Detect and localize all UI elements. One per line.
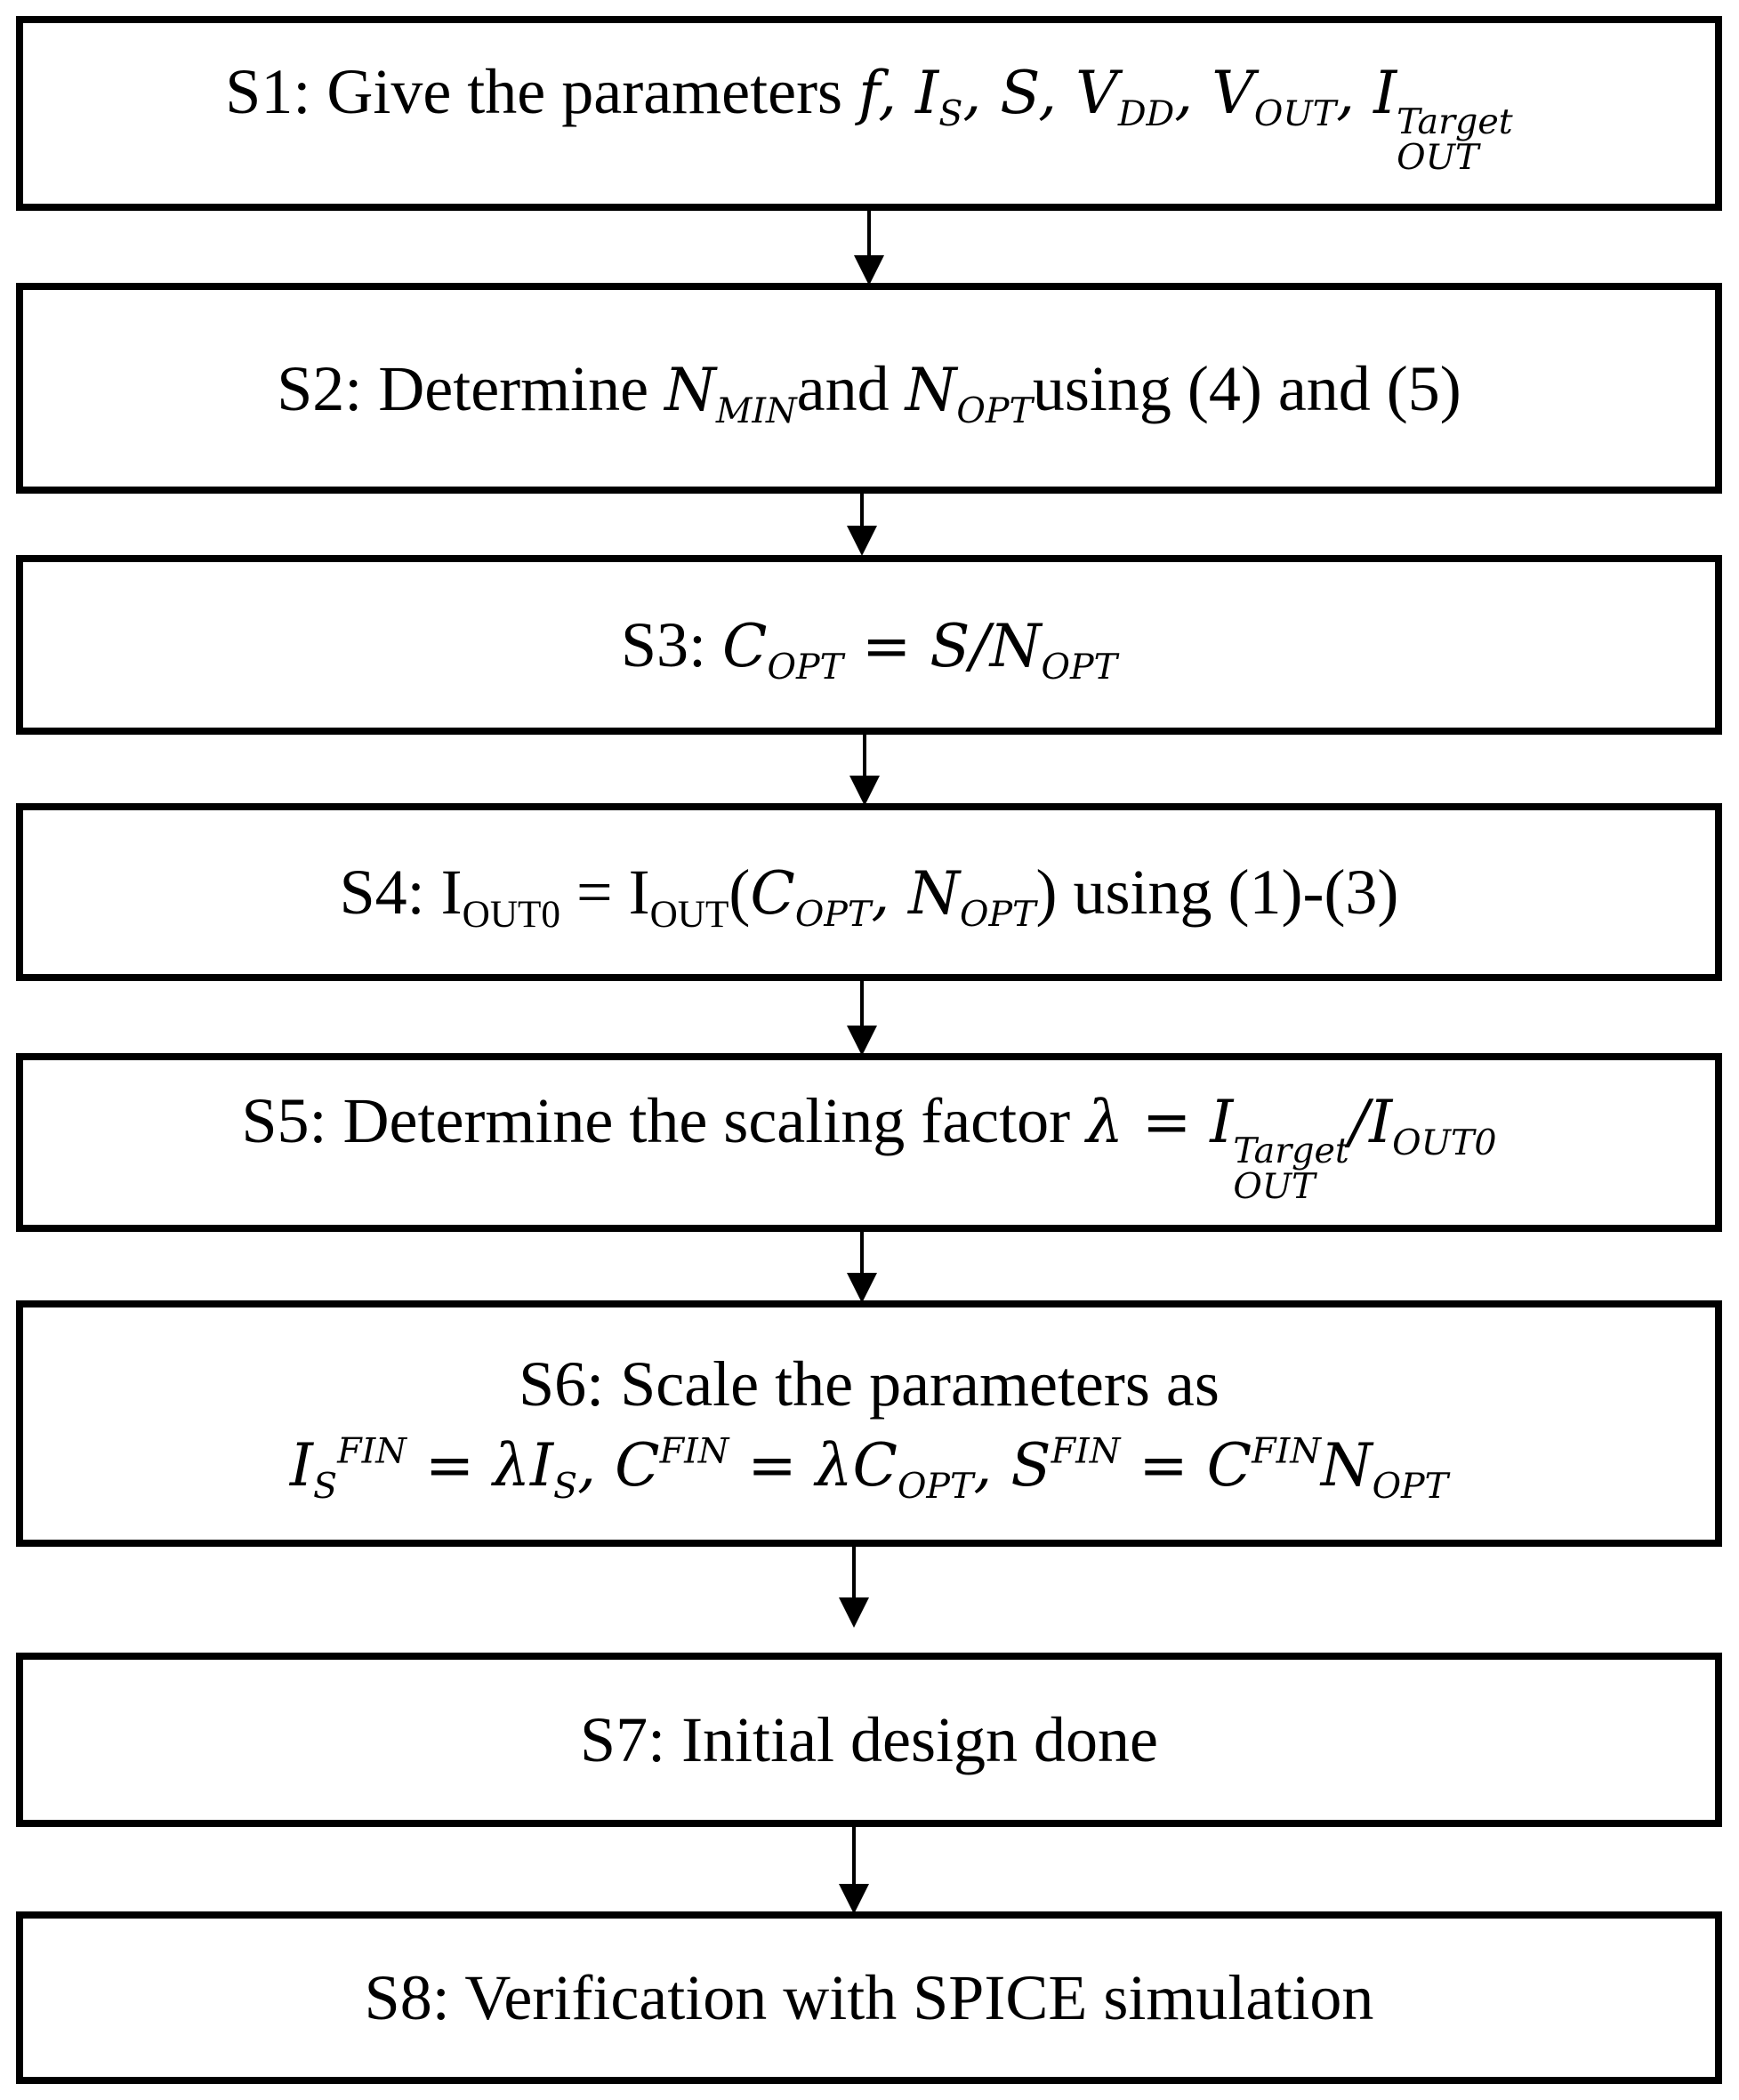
s1-sep-4: , (1174, 58, 1212, 127)
s4-iout-sub: OUT (649, 894, 729, 937)
s6-is: I (529, 1430, 554, 1500)
s4-comma: , (871, 859, 909, 928)
s4-copt-sub: OPT (794, 893, 872, 935)
arrow-s3-s4 (863, 735, 866, 802)
s3-nopt-sub: OPT (1041, 646, 1117, 688)
step-s6-box (16, 1300, 1722, 1547)
s7-label: S7: Initial design done (580, 1704, 1158, 1775)
s5-lambda: λ (1086, 1087, 1123, 1156)
step-s2-box (16, 283, 1722, 494)
s6-c-fin-2-sup: FIN (1252, 1429, 1321, 1471)
s5-iout0-sub: OUT0 (1392, 1122, 1497, 1163)
s1-iout: I (1373, 58, 1397, 127)
s1-s: S (1000, 58, 1039, 127)
arrow-s5-s6 (860, 1232, 864, 1299)
s6-is-fin-sub: S (312, 1465, 338, 1507)
s1-sep-3: , (1038, 58, 1076, 127)
s4-copt: C (750, 859, 795, 928)
s2-nopt-sub: OPT (956, 390, 1033, 431)
s3-copt-sub: OPT (767, 646, 844, 688)
s4-nopt-sub: OPT (960, 893, 1036, 935)
step-s3-box (16, 555, 1722, 735)
arrow-s6-s7 (852, 1547, 856, 1624)
s5-iout0: I (1369, 1087, 1393, 1156)
s1-vdd-sub: DD (1117, 93, 1175, 134)
step-s7-box (16, 1653, 1722, 1827)
s3-eq: = S/ (843, 612, 990, 680)
s3-prefix: S3: (621, 609, 723, 680)
arrow-s4-s5 (860, 981, 864, 1052)
s2-prefix: S2: Determine (277, 352, 665, 424)
s4-close-paren: ) (1035, 857, 1058, 928)
s6-s-fin-sup: FIN (1051, 1429, 1121, 1471)
s5-eq: = (1123, 1087, 1211, 1156)
s1-iout-supsub (1397, 101, 1513, 178)
s4-suffix: using (1)-(3) (1057, 857, 1399, 928)
s1-i: I (915, 58, 939, 127)
s5-iout-target-supsub (1233, 1130, 1349, 1207)
s8-label: S8: Verification with SPICE simulation (364, 1962, 1374, 2033)
s3-copt: C (722, 612, 768, 680)
s1-target-sup: Target (1397, 101, 1513, 142)
step-s4-text (339, 852, 1399, 937)
s1-i-sub: S (938, 93, 963, 134)
s6-line1: S6: Scale the parameters as (519, 1348, 1220, 1420)
s2-nmin: N (664, 355, 716, 424)
s4-open-paren: ( (729, 857, 751, 928)
s1-iout-sub: OUT (1397, 136, 1479, 178)
s6-nopt: N (1320, 1430, 1373, 1500)
s6-nopt-sub: OPT (1372, 1465, 1449, 1507)
step-s1-box (16, 16, 1722, 211)
s6-eq2: = λ (729, 1430, 853, 1500)
s3-nopt: N (989, 612, 1042, 680)
step-s4-box (16, 803, 1722, 981)
arrow-s2-s3 (860, 494, 864, 552)
s5-target-sup: Target (1233, 1130, 1349, 1171)
s2-nmin-sub: MIN (715, 390, 797, 431)
arrow-s1-s2 (867, 211, 871, 282)
s1-vdd: V (1075, 58, 1118, 127)
s1-f: f (858, 58, 879, 127)
s4-prefix: S4: I (339, 857, 463, 928)
s6-eq1: = λ (406, 1430, 530, 1500)
s2-and: and (796, 352, 906, 424)
s5-prefix: S5: Determine the scaling factor (241, 1084, 1087, 1156)
s6-comma-1: , (577, 1430, 616, 1500)
arrow-s7-s8 (852, 1827, 856, 1911)
s4-eq: = I (560, 857, 650, 928)
s4-nopt: N (908, 859, 961, 928)
s6-copt: C (852, 1430, 898, 1500)
s1-sep-2: , (962, 58, 1001, 127)
s6-s-fin: S (1010, 1430, 1051, 1500)
step-s5-text (241, 1081, 1497, 1207)
s6-is-fin: I (289, 1430, 313, 1500)
s6-c-fin-2: C (1206, 1430, 1252, 1500)
s1-vout-sub: OUT (1253, 93, 1337, 134)
s1-prefix: S1: Give the parameters (225, 55, 859, 127)
step-s8-box (16, 1911, 1722, 2084)
s6-eq3: = (1120, 1430, 1207, 1500)
s2-nopt: N (905, 355, 957, 424)
s6-is-sub: S (553, 1465, 578, 1507)
step-s5-box (16, 1053, 1722, 1232)
step-s2-text (277, 349, 1461, 429)
s1-sep-1: , (878, 58, 916, 127)
s5-iout-target: I (1210, 1087, 1234, 1156)
step-s1-text (225, 52, 1513, 178)
s1-sep-5: , (1336, 58, 1374, 127)
step-s3-text (621, 605, 1117, 688)
s2-suffix: using (4) and (5) (1032, 352, 1461, 424)
s6-c-fin: C (615, 1430, 660, 1500)
s6-copt-sub: OPT (897, 1465, 974, 1507)
s6-line2 (289, 1424, 1449, 1507)
s6-is-fin-sup: FIN (337, 1429, 407, 1471)
s4-iout0-sub: OUT0 (462, 894, 560, 937)
s5-iout-target-sub: OUT (1233, 1165, 1316, 1207)
s5-slash: / (1349, 1087, 1370, 1156)
s6-comma-2: , (973, 1430, 1011, 1500)
s6-c-fin-sup: FIN (659, 1429, 729, 1471)
s1-vout: V (1212, 58, 1254, 127)
